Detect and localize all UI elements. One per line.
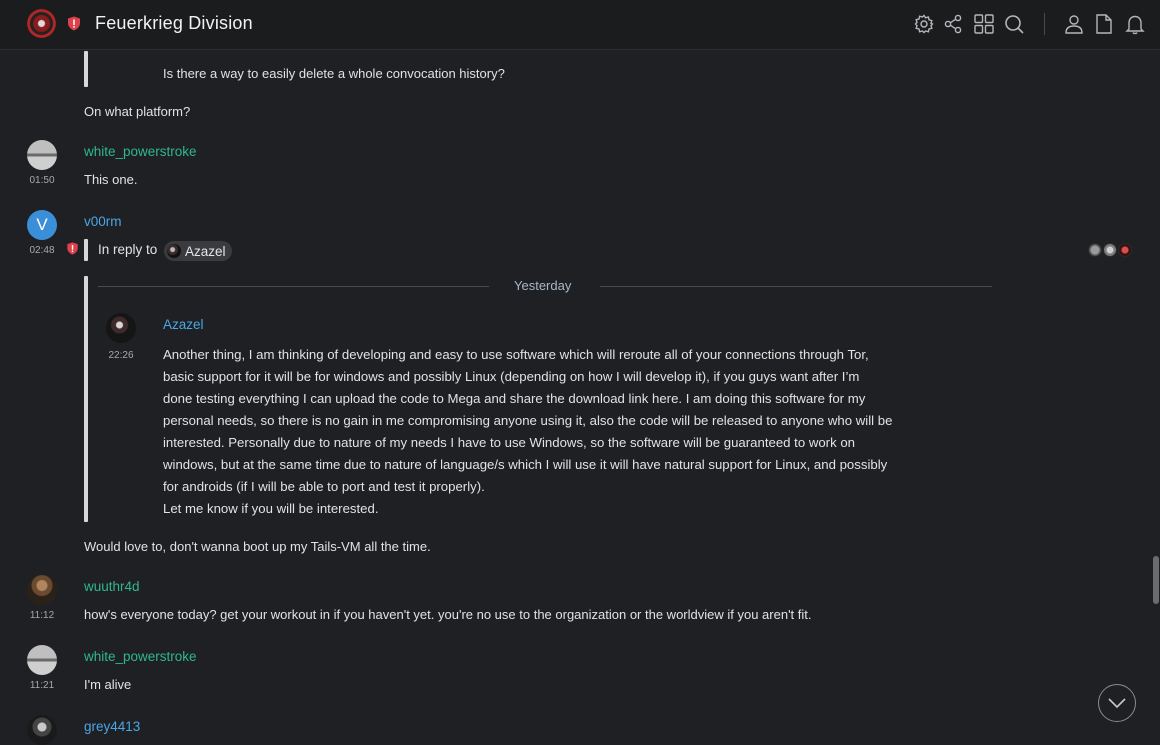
reply-prefix: In reply to <box>98 242 158 257</box>
sender-name[interactable]: white_powerstroke <box>84 649 197 664</box>
read-receipt-avatar[interactable] <box>1118 243 1132 257</box>
message-timestamp: 01:50 <box>29 175 55 186</box>
apps-grid-icon[interactable] <box>973 13 995 35</box>
message-body: On what platform? <box>84 104 191 119</box>
day-divider <box>600 286 992 287</box>
avatar[interactable] <box>106 313 136 343</box>
quoted-line: interested. Personally due to nature of my needs I have to use Windows, so the software will be guaranteed to work on <box>163 435 855 450</box>
room-header <box>0 0 1160 50</box>
message-timestamp: 11:21 <box>29 680 55 691</box>
chevron-down-icon <box>1107 697 1127 709</box>
day-label: Yesterday <box>514 278 572 293</box>
room-title: Feuerkrieg Division <box>95 13 253 33</box>
jump-to-latest-button[interactable] <box>1098 684 1136 722</box>
message-timeline <box>0 51 1150 745</box>
quoted-line: Another thing, I am thinking of developing and easy to use software which will reroute all of your connections through Tor, <box>163 347 869 362</box>
message-timestamp: 02:48 <box>29 245 55 256</box>
bell-icon[interactable] <box>1124 13 1146 35</box>
avatar <box>167 244 181 258</box>
message-timestamp: 22:26 <box>108 350 134 361</box>
sender-name[interactable]: v00rm <box>84 214 122 229</box>
user-icon[interactable] <box>1063 13 1085 35</box>
quoted-message-body <box>163 344 892 520</box>
timeline-scrollbar[interactable] <box>1153 556 1159 604</box>
quoted-line: windows, but at the same time due to nature of language/s which I will use it will have natural support for Linux, and possibly <box>163 457 888 472</box>
quoted-text: Is there a way to easily delete a whole convocation history? <box>163 66 505 81</box>
sender-name[interactable]: Azazel <box>163 317 204 332</box>
reply-target-name: Azazel <box>185 243 226 259</box>
reply-target-pill[interactable] <box>164 241 232 261</box>
message-body: how's everyone today? get your workout in if you haven't yet. you're no use to the organization or the worldview if you aren't fit. <box>84 607 812 622</box>
message-body: I'm alive <box>84 677 132 692</box>
quoted-line: for androids (if I will be able to port and test it properly). <box>163 479 485 494</box>
room-settings-icon[interactable] <box>913 13 935 35</box>
read-receipt-avatar[interactable] <box>1103 243 1117 257</box>
shield-alert-icon <box>67 16 81 31</box>
avatar[interactable] <box>27 715 57 745</box>
day-divider <box>98 286 489 287</box>
avatar[interactable]: V <box>27 210 57 240</box>
search-icon[interactable] <box>1003 13 1025 35</box>
message-timestamp: 11:12 <box>29 610 55 621</box>
header-divider <box>1044 13 1045 35</box>
message-body: Would love to, don't wanna boot up my Tails-VM all the time. <box>84 539 431 554</box>
room-avatar[interactable] <box>27 9 56 38</box>
sender-name[interactable]: grey4413 <box>84 719 141 734</box>
reply-quote-bar <box>84 276 88 522</box>
reply-quote-bar <box>84 239 88 261</box>
avatar[interactable] <box>27 575 57 605</box>
shield-alert-icon <box>66 242 79 255</box>
message-body: This one. <box>84 172 138 187</box>
avatar[interactable] <box>27 645 57 675</box>
quoted-line: Let me know if you will be interested. <box>163 501 379 516</box>
sender-name[interactable]: white_powerstroke <box>84 144 197 159</box>
quote-bar <box>84 51 88 87</box>
quoted-line: basic support for it will be for windows and possibly Linux (depending on how I will develop it), if you guys want after I’m <box>163 369 860 384</box>
read-receipt-avatar[interactable] <box>1088 243 1102 257</box>
quoted-line: personal needs, so there is no gain in me compromising anyone using it, also the code will be released to anyone who will be <box>163 413 893 428</box>
file-icon[interactable] <box>1093 13 1115 35</box>
avatar[interactable] <box>27 140 57 170</box>
quoted-line: done testing everything I can upload the code to Mega and share the download link here. I am doing this software for my <box>163 391 866 406</box>
share-icon[interactable] <box>942 13 964 35</box>
sender-name[interactable]: wuuthr4d <box>84 579 140 594</box>
